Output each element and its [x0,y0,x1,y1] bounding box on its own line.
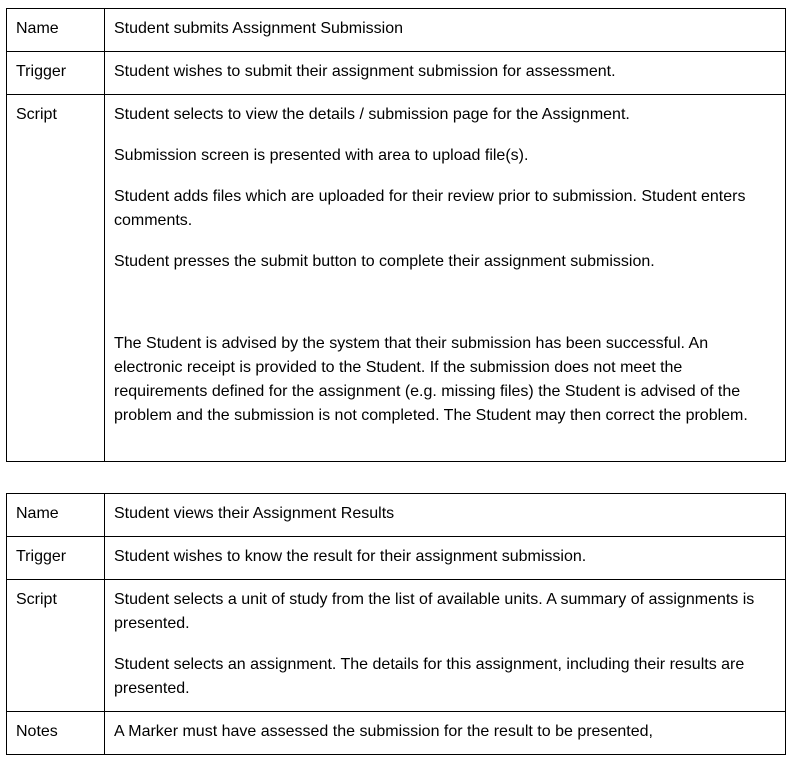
row-value [105,52,786,95]
table-row-script [7,580,786,712]
value-paragraph: Student selects an assignment. The details for this assignment, including their results are presented. [114,656,745,697]
row-value [105,9,786,52]
value-paragraph: Student presses the submit button to complete their assignment submission. [114,253,655,270]
value-paragraph: A Marker must have assessed the submission for the result to be presented, [114,723,653,740]
row-value [105,494,786,537]
row-value [105,712,786,755]
row-value [105,537,786,580]
value-paragraph: Student submits Assignment Submission [114,20,404,37]
table-row-trigger [7,52,786,95]
value-paragraph: Submission screen is presented with area to upload file(s). [114,147,529,164]
row-label: Script [7,580,105,712]
value-paragraph: The Student is advised by the system that their submission has been successful. An electronic receipt is provided to the Student. If the submission does not meet the requirements defined for the assignment (e.g. missing files) the Student is advised of the problem and the submission is not completed. The Student may then correct the problem. [114,335,748,424]
row-value [105,580,786,712]
row-value [105,95,786,462]
row-label: Trigger [7,52,105,95]
value-paragraph: Student wishes to know the result for their assignment submission. [114,548,587,565]
value-paragraph: Student adds files which are uploaded for their review prior to submission. Student enters comments. [114,188,746,229]
table-row-name [7,494,786,537]
row-label: Script [7,95,105,462]
value-paragraph: Student selects to view the details / submission page for the Assignment. [114,106,630,123]
use-case-table-submit-assignment [6,8,786,462]
use-case-table-view-results [6,493,786,755]
row-label: Notes [7,712,105,755]
row-label: Name [7,494,105,537]
table-row-script [7,95,786,462]
value-paragraph: Student selects a unit of study from the list of available units. A summary of assignments is presented. [114,591,755,632]
value-paragraph: Student wishes to submit their assignment submission for assessment. [114,63,616,80]
row-label: Name [7,9,105,52]
table-row-notes [7,712,786,755]
row-label: Trigger [7,537,105,580]
table-row-trigger [7,537,786,580]
value-paragraph: Student views their Assignment Results [114,505,395,522]
table-row-name [7,9,786,52]
